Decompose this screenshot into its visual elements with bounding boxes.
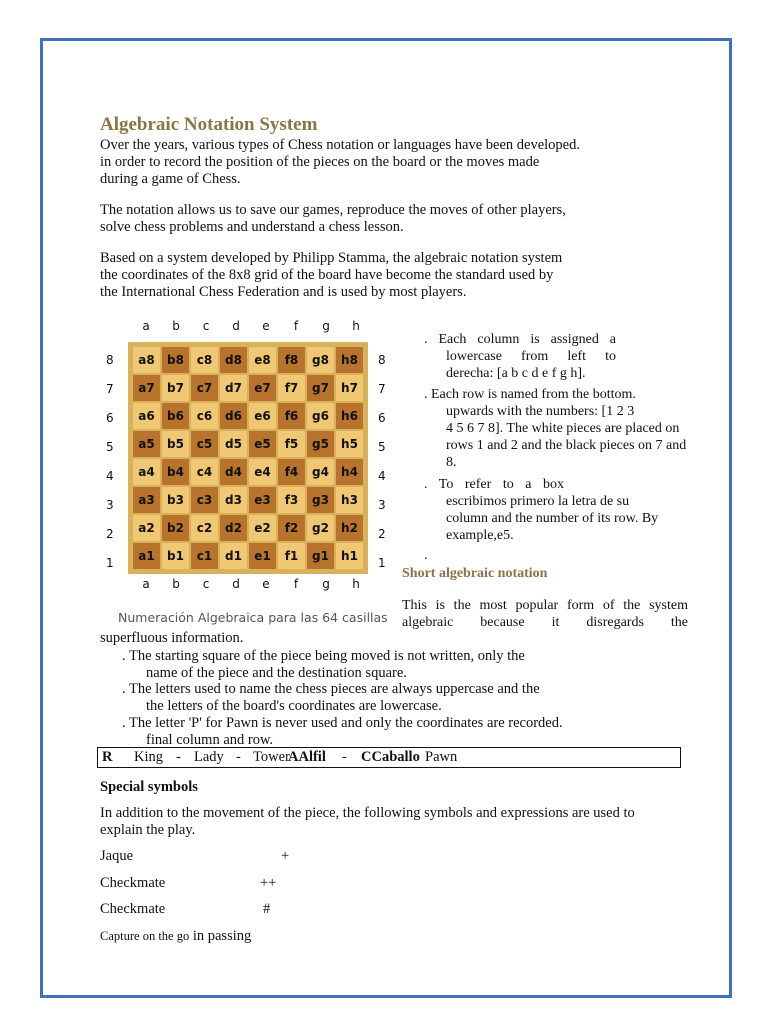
board-square: d5 [220, 431, 247, 457]
board-square: c1 [191, 543, 218, 569]
board-square: d6 [220, 403, 247, 429]
board-square: e1 [249, 543, 276, 569]
rule-3 [122, 715, 642, 749]
file-label: f [293, 577, 299, 591]
rank-label: 7 [106, 381, 114, 396]
rank-label: 5 [378, 439, 386, 454]
board-square: b5 [162, 431, 189, 457]
file-label: c [202, 319, 210, 333]
board-square: c3 [191, 487, 218, 513]
bullet-line: column and the number of its row. By [446, 511, 659, 526]
board-square: d7 [220, 375, 247, 401]
board-square: h5 [336, 431, 363, 457]
board-square: b3 [162, 487, 189, 513]
special-paragraph [100, 805, 680, 839]
rank-label: 7 [378, 381, 386, 396]
board-square: a8 [133, 347, 160, 373]
bullet-columns [424, 331, 616, 382]
file-label: c [202, 577, 210, 591]
file-label: d [232, 577, 240, 591]
board-square: g6 [307, 403, 334, 429]
file-label: e [262, 577, 270, 591]
bullet-lead: . Each column is assigned a [424, 332, 616, 347]
board-square: e3 [249, 487, 276, 513]
piece-sep: - [342, 749, 347, 765]
piece-sep: - [176, 749, 181, 765]
board-square: f1 [278, 543, 305, 569]
board-square: d1 [220, 543, 247, 569]
board-square: g2 [307, 515, 334, 541]
board-square: d4 [220, 459, 247, 485]
board-square: g7 [307, 375, 334, 401]
rule-2 [122, 681, 642, 715]
rank-label: 3 [106, 497, 114, 512]
bullet-lead: . To refer to a box [424, 477, 564, 492]
board-square: f7 [278, 375, 305, 401]
stamma-paragraph [100, 250, 630, 301]
board-square: f2 [278, 515, 305, 541]
board-square: h4 [336, 459, 363, 485]
rank-labels-left [106, 345, 114, 577]
rule-line: name of the piece and the destination square. [146, 665, 407, 681]
rank-label: 4 [378, 468, 386, 483]
rank-label: 2 [378, 526, 386, 541]
file-label: a [142, 577, 150, 591]
rank-label: 5 [106, 439, 114, 454]
piece-tower: Tower [253, 749, 290, 765]
bullet-line: derecha: [a b c d e f g h]. [446, 366, 586, 381]
board-square: e5 [249, 431, 276, 457]
piece-sep: - [236, 749, 241, 765]
file-label: g [322, 577, 330, 591]
rank-label: 2 [106, 526, 114, 541]
capture-rest: in passing [192, 928, 252, 944]
board-square: a3 [133, 487, 160, 513]
board-square: a1 [133, 543, 160, 569]
board-square: c2 [191, 515, 218, 541]
symbol-hash: # [263, 901, 271, 917]
stamma-line: the coordinates of the 8x8 grid of the board have become the standard used by [100, 267, 554, 283]
board-square: d8 [220, 347, 247, 373]
page-title: Algebraic Notation System [100, 114, 318, 135]
file-label: f [293, 319, 299, 333]
rule-1 [122, 648, 642, 682]
board-square: c6 [191, 403, 218, 429]
stray-dot: . [424, 548, 428, 563]
symbol-check: + [281, 848, 290, 864]
board-square: b7 [162, 375, 189, 401]
intro-paragraph [100, 137, 630, 188]
board-square: b4 [162, 459, 189, 485]
board-square: b6 [162, 403, 189, 429]
bullet-line: rows 1 and 2 and the black pieces on 7 and [446, 438, 687, 453]
capture-line [100, 928, 251, 945]
file-label: g [322, 319, 330, 333]
board-square: e4 [249, 459, 276, 485]
rule-line: . The letters used to name the chess pieces are always uppercase and the [122, 681, 540, 697]
piece-pawn: Pawn [425, 749, 458, 765]
notation-paragraph [100, 202, 630, 236]
rule-line: final column and row. [146, 732, 274, 748]
rank-label: 8 [378, 352, 386, 367]
board-square: f4 [278, 459, 305, 485]
rule-line: . The letter 'P' for Pawn is never used and only the coordinates are recorded. [122, 715, 563, 731]
rank-label: 3 [378, 497, 386, 512]
board-square: h7 [336, 375, 363, 401]
file-label: b [172, 577, 180, 591]
board-square: d3 [220, 487, 247, 513]
file-labels-bottom [131, 577, 371, 591]
board-square: d2 [220, 515, 247, 541]
board-square: c7 [191, 375, 218, 401]
board-square: a5 [133, 431, 160, 457]
short-notation-paragraph [402, 597, 688, 631]
bullet-rows [424, 386, 714, 471]
bullet-line: example,e5. [446, 528, 514, 543]
board-square: a6 [133, 403, 160, 429]
piece-r: R [102, 749, 113, 765]
notation-line: The notation allows us to save our games, reproduce the moves of other players, [100, 202, 566, 218]
board-square: b8 [162, 347, 189, 373]
notation-line: solve chess problems and understand a chess lesson. [100, 219, 404, 235]
rank-labels-right [378, 345, 386, 577]
rule-line: . The starting square of the piece being moved is not written, only the [122, 648, 525, 664]
bullet-line: 4 5 6 7 8]. The white pieces are placed on [446, 421, 680, 436]
board-square: h3 [336, 487, 363, 513]
intro-line: in order to record the position of the pieces on the board or the moves made [100, 154, 540, 170]
board-caption: Numeración Algebraica para las 64 casillas [118, 610, 388, 625]
rule-line: the letters of the board's coordinates are lowercase. [146, 698, 442, 714]
board-square: b2 [162, 515, 189, 541]
file-label: h [352, 319, 360, 333]
short-notation-heading: Short algebraic notation [402, 566, 548, 581]
short-line: This is the most popular form of the system [402, 598, 688, 613]
board-square: g4 [307, 459, 334, 485]
board-square: c4 [191, 459, 218, 485]
chess-board-figure [100, 316, 400, 616]
file-label: h [352, 577, 360, 591]
capture-text: Capture on the go [100, 929, 190, 943]
intro-line: Over the years, various types of Chess notation or languages have been developed. [100, 137, 580, 153]
file-label: e [262, 319, 270, 333]
short-line: algebraic because it disregards the [402, 615, 688, 630]
stamma-line: the International Chess Federation and is used by most players. [100, 284, 467, 300]
file-label: d [232, 319, 240, 333]
pieces-table [97, 747, 681, 768]
board-square: a4 [133, 459, 160, 485]
special-heading-text: Special symbols [100, 779, 198, 795]
board-square: c8 [191, 347, 218, 373]
piece-alfil: AAlfil [288, 749, 326, 765]
board-square: e6 [249, 403, 276, 429]
board-square: h6 [336, 403, 363, 429]
symbol-label: Jaque [100, 848, 134, 864]
board-square: e7 [249, 375, 276, 401]
piece-caballo: CCaballo [361, 749, 420, 765]
superfluous-line: superfluous information. [100, 630, 244, 646]
chess-board [128, 342, 368, 574]
board-square: f5 [278, 431, 305, 457]
file-label: a [142, 319, 150, 333]
board-square: g8 [307, 347, 334, 373]
rank-label: 8 [106, 352, 114, 367]
special-line: explain the play. [100, 822, 196, 838]
piece-king: King [134, 749, 163, 765]
special-line: In addition to the movement of the piece, the following symbols and expressions are used to [100, 805, 635, 821]
piece-lady: Lady [194, 749, 224, 765]
rank-label: 6 [378, 410, 386, 425]
rank-label: 6 [106, 410, 114, 425]
board-square: c5 [191, 431, 218, 457]
board-square: f6 [278, 403, 305, 429]
board-square: h2 [336, 515, 363, 541]
board-square: h1 [336, 543, 363, 569]
board-square: b1 [162, 543, 189, 569]
board-square: g3 [307, 487, 334, 513]
file-labels-top [131, 319, 371, 333]
board-square: g1 [307, 543, 334, 569]
special-symbols-heading [100, 779, 630, 796]
rank-label: 4 [106, 468, 114, 483]
rank-label: 1 [378, 555, 386, 570]
superfluous-text [100, 630, 630, 647]
symbol-label: Checkmate [100, 875, 166, 891]
board-square: a7 [133, 375, 160, 401]
board-square: e2 [249, 515, 276, 541]
bullet-line: 8. [446, 455, 457, 470]
bullet-line: escribimos primero la letra de su [446, 494, 630, 509]
bullet-box [424, 476, 688, 544]
stamma-line: Based on a system developed by Philipp Stamma, the algebraic notation system [100, 250, 563, 266]
bullet-line: upwards with the numbers: [1 2 3 [446, 404, 635, 419]
board-square: f8 [278, 347, 305, 373]
board-square: e8 [249, 347, 276, 373]
bullet-line: lowercase from left to [446, 349, 616, 364]
symbol-double-plus: ++ [260, 875, 277, 891]
file-label: b [172, 319, 180, 333]
intro-line: during a game of Chess. [100, 171, 241, 187]
board-square: h8 [336, 347, 363, 373]
rank-label: 1 [106, 555, 114, 570]
board-square: f3 [278, 487, 305, 513]
board-square: a2 [133, 515, 160, 541]
symbol-label: Checkmate [100, 901, 166, 917]
bullet-lead: . Each row is named from the bottom. [424, 387, 636, 402]
board-square: g5 [307, 431, 334, 457]
